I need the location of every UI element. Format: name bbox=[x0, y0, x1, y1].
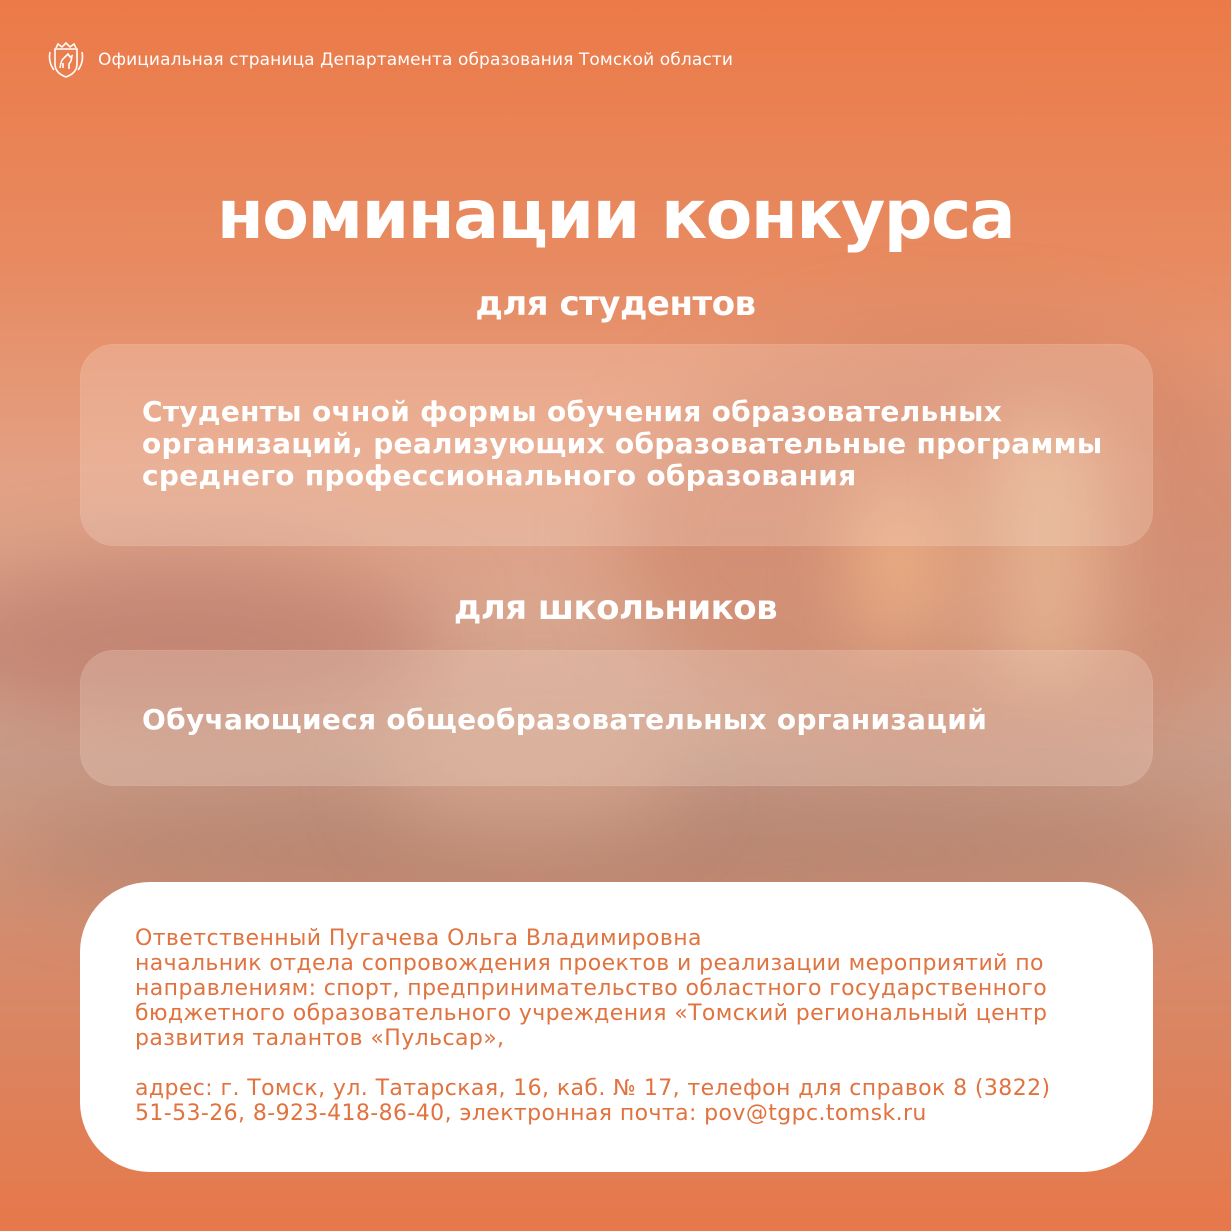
students-card bbox=[80, 344, 1153, 546]
address-line: 51-53-26, 8-923-418-86-40, электронная почта: pov@tgpc.tomsk.ru bbox=[135, 1101, 927, 1126]
students-line: организаций, реализующих образовательные программы bbox=[142, 427, 1103, 460]
address-line: адрес: г. Томск, ул. Татарская, 16, каб. № 17, телефон для справок 8 (3822) bbox=[135, 1076, 1051, 1101]
tomsk-region-coat-of-arms-icon bbox=[46, 40, 86, 80]
contact-info bbox=[135, 926, 1123, 1126]
contact-line: направлениям: спорт, предпринимательство областного государственного bbox=[135, 976, 1048, 1001]
section-heading-schoolchildren: для школьников bbox=[453, 588, 778, 628]
contact-line: бюджетного образовательного учреждения «Томский региональный центр bbox=[135, 1001, 1048, 1026]
header-text: Официальная страница Департамента образования Томской области bbox=[98, 50, 733, 70]
contact-card bbox=[80, 882, 1153, 1172]
contact-line: Ответственный Пугачева Ольга Владимировна bbox=[135, 926, 702, 951]
schoolchildren-description bbox=[142, 704, 1113, 736]
contact-line: начальник отдела сопровождения проектов и реализации мероприятий по bbox=[135, 951, 1044, 976]
students-line: среднего профессионального образования bbox=[142, 459, 857, 492]
section-heading-students: для студентов bbox=[475, 284, 756, 324]
contact-line: развития талантов «Пульсар», bbox=[135, 1026, 505, 1051]
schoolchildren-line: Обучающиеся общеобразовательных организаций bbox=[142, 703, 988, 736]
page-header bbox=[46, 40, 733, 80]
page-title: номинации конкурса bbox=[216, 176, 1015, 255]
schoolchildren-card bbox=[80, 650, 1153, 786]
students-description bbox=[142, 396, 1113, 492]
students-line: Студенты очной формы обучения образовательных bbox=[142, 395, 1003, 428]
